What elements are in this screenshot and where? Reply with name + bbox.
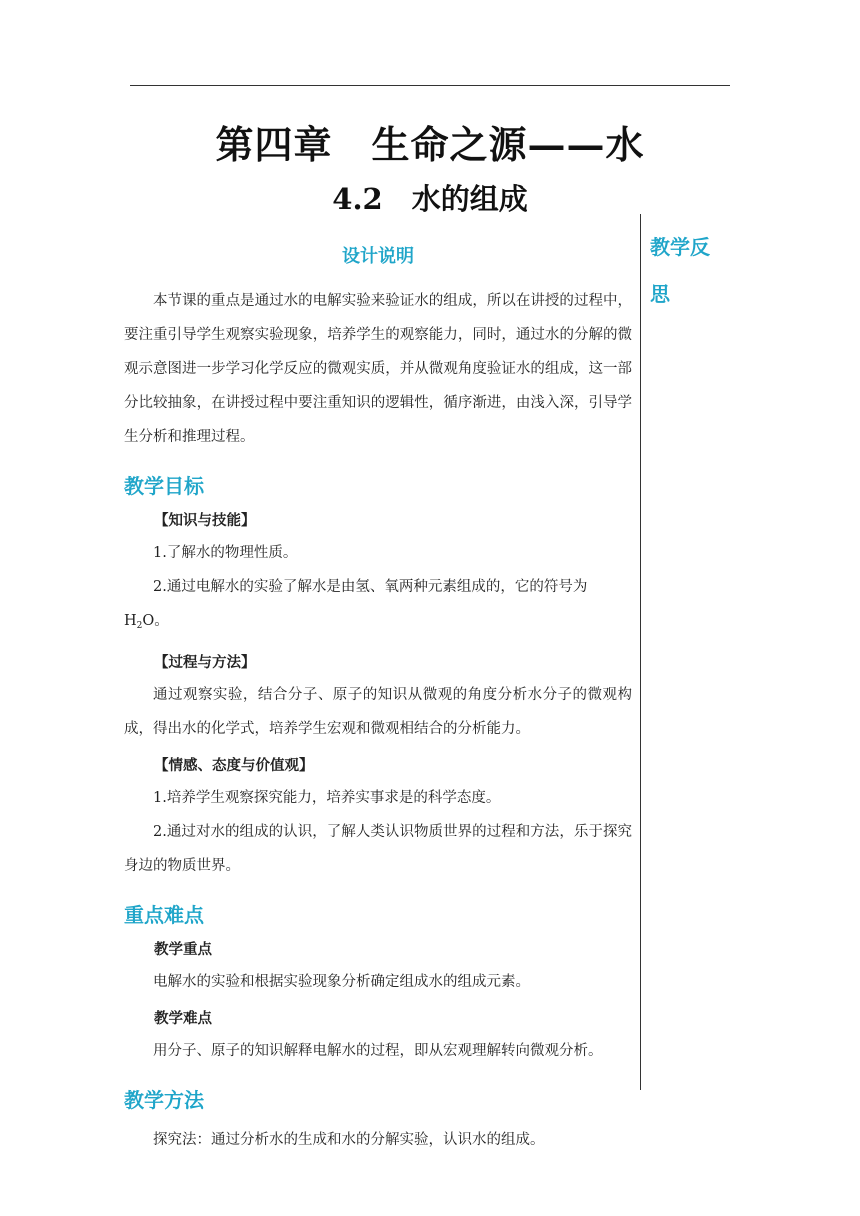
knowledge-item-2-end: O。 <box>142 613 169 629</box>
knowledge-skills-heading: 【知识与技能】 <box>154 512 256 529</box>
formula-subscript: 2 <box>136 621 143 631</box>
teaching-difficulty-heading: 教学难点 <box>154 1010 212 1027</box>
header-rule <box>130 85 730 86</box>
teaching-methods-heading: 教学方法 <box>124 1088 204 1112</box>
design-notes-body: 本节课的重点是通过水的电解实验来验证水的组成，所以在讲授的过程中，要注重引导学生观察实验现象，培养学生的观察能力，同时，通过水的分解的微观示意图进一步学习化学反应的微观实质，并从微观角度验证水的组成，这一部分比较抽象，在讲授过程中要注重知识的逻辑性，循序渐进，由浅入深，引导学生分析和推理过程。 <box>124 293 632 445</box>
knowledge-item-2 <box>124 570 632 643</box>
teaching-focus-heading: 教学重点 <box>154 941 212 958</box>
teaching-methods-body: 探究法：通过分析水的生成和水的分解实验，认识水的组成。 <box>153 1132 545 1148</box>
chapter-title: 第四章 生命之源——水 <box>215 122 645 167</box>
process-methods-heading: 【过程与方法】 <box>154 654 256 671</box>
knowledge-item-2-text: 2.通过电解水的实验了解水是由氢、氧两种元素组成的，它的符号为 H <box>124 579 588 629</box>
emotion-values-heading: 【情感、态度与价值观】 <box>154 757 314 774</box>
knowledge-item-1: 1.了解水的物理性质。 <box>153 545 298 561</box>
teaching-difficulty-body: 用分子、原子的知识解释电解水的过程，即从宏观理解转向微观分析。 <box>153 1043 603 1059</box>
teaching-focus-body: 电解水的实验和根据实验现象分析确定组成水的组成元素。 <box>153 974 530 990</box>
emotion-item-2: 2.通过对水的组成的认识，了解人类认识物质世界的过程和方法，乐于探究身边的物质世界。 <box>124 824 632 874</box>
column-divider <box>640 214 641 1090</box>
design-notes-title: 设计说明 <box>342 246 414 267</box>
key-points-heading: 重点难点 <box>124 903 204 927</box>
emotion-item-1: 1.培养学生观察探究能力，培养实事求是的科学态度。 <box>153 790 501 806</box>
teaching-goals-heading: 教学目标 <box>124 474 204 498</box>
process-methods-body: 通过观察实验，结合分子、原子的知识从微观的角度分析水分子的微观构成，得出水的化学式，培养学生宏观和微观相结合的分析能力。 <box>124 687 632 737</box>
main-content <box>124 240 632 1157</box>
section-title: 4.2 水的组成 <box>332 182 528 216</box>
teaching-reflection-label: 教学反思 <box>650 235 710 306</box>
